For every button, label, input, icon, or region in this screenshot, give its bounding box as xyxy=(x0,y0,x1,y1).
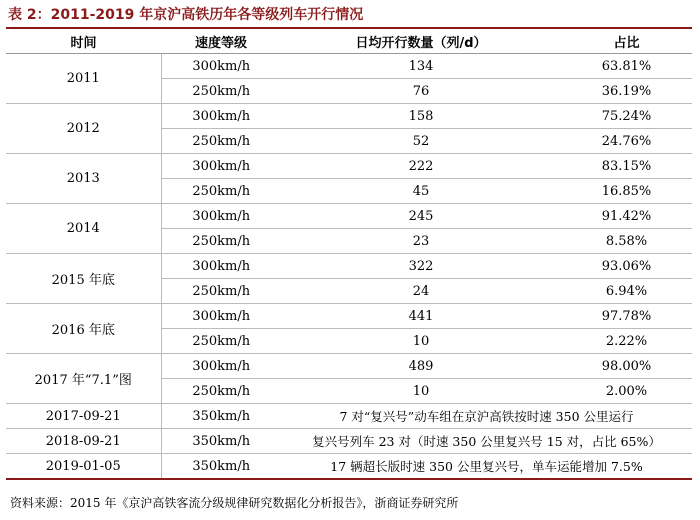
table-row xyxy=(6,54,692,79)
data-table xyxy=(6,29,692,480)
ratio-cell: 97.78% xyxy=(561,304,692,329)
count-cell: 10 xyxy=(281,329,561,354)
year-cell: 2014 xyxy=(6,204,161,254)
date-cell: 2018-09-21 xyxy=(6,429,161,454)
speed-cell: 250km/h xyxy=(161,329,281,354)
speed-cell: 250km/h xyxy=(161,229,281,254)
speed-cell: 300km/h xyxy=(161,354,281,379)
ratio-cell: 98.00% xyxy=(561,354,692,379)
count-cell: 10 xyxy=(281,379,561,404)
ratio-cell: 93.06% xyxy=(561,254,692,279)
count-cell: 441 xyxy=(281,304,561,329)
date-cell: 2017-09-21 xyxy=(6,404,161,429)
table-row xyxy=(6,154,692,179)
header-speed: 速度等级 xyxy=(161,29,281,54)
count-cell: 222 xyxy=(281,154,561,179)
note-cell: 复兴号列车 23 对（时速 350 公里复兴号 15 对，占比 65%） xyxy=(281,429,692,454)
count-cell: 76 xyxy=(281,79,561,104)
table-row xyxy=(6,254,692,279)
year-cell: 2016 年底 xyxy=(6,304,161,354)
header-ratio: 占比 xyxy=(561,29,692,54)
speed-cell: 250km/h xyxy=(161,79,281,104)
table-row xyxy=(6,204,692,229)
header-time: 时间 xyxy=(6,29,161,54)
count-cell: 158 xyxy=(281,104,561,129)
source-note: 资料来源：2015 年《京沪高铁客流分级规律研究数据化分析报告》，浙商证券研究所 xyxy=(10,496,459,510)
ratio-cell: 63.81% xyxy=(561,54,692,79)
count-cell: 45 xyxy=(281,179,561,204)
header-count: 日均开行数量（列/d） xyxy=(281,29,561,54)
note-cell: 7 对“复兴号”动车组在京沪高铁按时速 350 公里运行 xyxy=(281,404,692,429)
speed-cell: 300km/h xyxy=(161,54,281,79)
count-cell: 134 xyxy=(281,54,561,79)
year-cell: 2017 年“7.1”图 xyxy=(6,354,161,404)
ratio-cell: 6.94% xyxy=(561,279,692,304)
ratio-cell: 2.22% xyxy=(561,329,692,354)
speed-cell: 250km/h xyxy=(161,129,281,154)
event-row xyxy=(6,429,692,454)
speed-cell: 300km/h xyxy=(161,304,281,329)
year-cell: 2011 xyxy=(6,54,161,104)
ratio-cell: 24.76% xyxy=(561,129,692,154)
count-cell: 489 xyxy=(281,354,561,379)
ratio-cell: 36.19% xyxy=(561,79,692,104)
event-row xyxy=(6,404,692,429)
speed-cell: 350km/h xyxy=(161,404,281,429)
speed-cell: 250km/h xyxy=(161,379,281,404)
note-cell: 17 辆超长版时速 350 公里复兴号，单车运能增加 7.5% xyxy=(281,454,692,480)
header-row xyxy=(6,29,692,54)
table-title: 表 2：2011-2019 年京沪高铁历年各等级列车开行情况 xyxy=(8,7,364,23)
speed-cell: 300km/h xyxy=(161,154,281,179)
speed-cell: 350km/h xyxy=(161,454,281,480)
speed-cell: 300km/h xyxy=(161,204,281,229)
year-cell: 2015 年底 xyxy=(6,254,161,304)
ratio-cell: 83.15% xyxy=(561,154,692,179)
table-row xyxy=(6,104,692,129)
year-cell: 2012 xyxy=(6,104,161,154)
speed-cell: 250km/h xyxy=(161,279,281,304)
count-cell: 322 xyxy=(281,254,561,279)
ratio-cell: 8.58% xyxy=(561,229,692,254)
ratio-cell: 91.42% xyxy=(561,204,692,229)
speed-cell: 250km/h xyxy=(161,179,281,204)
count-cell: 24 xyxy=(281,279,561,304)
speed-cell: 350km/h xyxy=(161,429,281,454)
ratio-cell: 75.24% xyxy=(561,104,692,129)
year-cell: 2013 xyxy=(6,154,161,204)
ratio-cell: 16.85% xyxy=(561,179,692,204)
table-row xyxy=(6,354,692,379)
date-cell: 2019-01-05 xyxy=(6,454,161,480)
table-row xyxy=(6,304,692,329)
count-cell: 245 xyxy=(281,204,561,229)
speed-cell: 300km/h xyxy=(161,104,281,129)
count-cell: 23 xyxy=(281,229,561,254)
ratio-cell: 2.00% xyxy=(561,379,692,404)
event-row xyxy=(6,454,692,480)
count-cell: 52 xyxy=(281,129,561,154)
speed-cell: 300km/h xyxy=(161,254,281,279)
